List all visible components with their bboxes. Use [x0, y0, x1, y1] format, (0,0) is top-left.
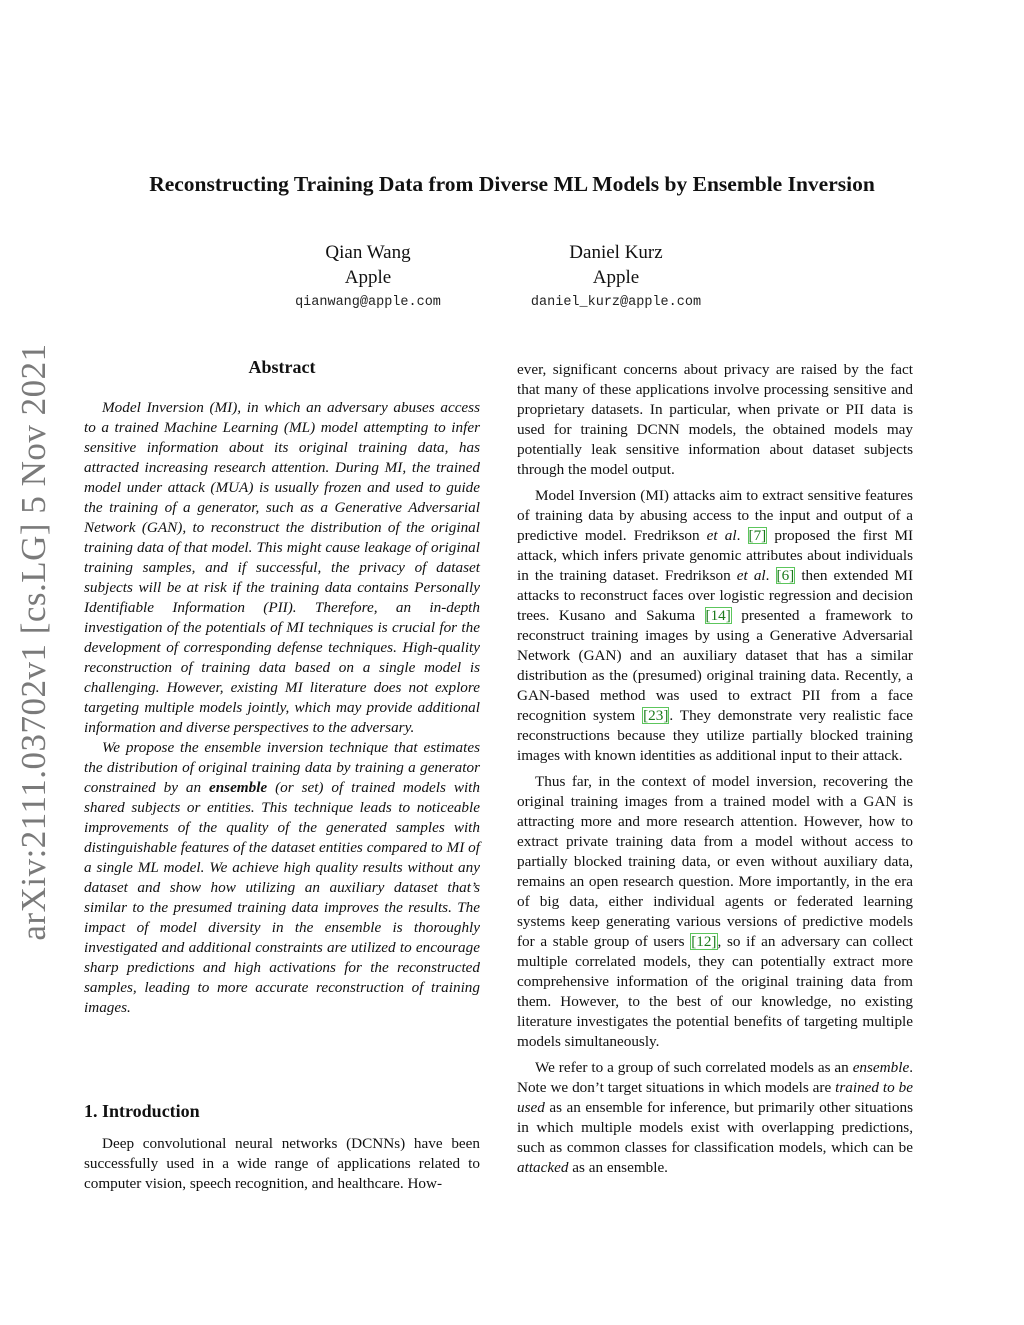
text-run: Model Inversion (MI) attacks aim to extract sensitive features of training data by abusing access to the input and output of a predictive model. Fredrikson — [517, 487, 913, 544]
et-al: et al — [706, 527, 737, 544]
intro-paragraph-1: Deep convolutional neural networks (DCNNs) have been successfully used in a wide range of applications related to computer vision, speech recognition, and healthcare. How- — [84, 1135, 480, 1192]
text-run: then extended MI attacks to reconstruct faces over logistic regression and decision trees. Kusano and Sakuma — [517, 567, 913, 624]
text-run: Thus far, in the context of model inversion, recovering the original training images from a trained model with a GAN is attracting more and more research attention. However, how to extract private training data from a model without access to partially blocked training data, or even without auxiliary data, remains an open research question. More importantly, in the era of big data, either individual agents or federated learning systems keep generating various versions of predictive models for a stable group of users — [517, 773, 913, 950]
text-run: We propose the ensemble inversion technique that estimates the distribution of original training data by training a generator constrained by an — [84, 739, 480, 796]
arxiv-identifier: arXiv:2111.03702v1 [cs.LG] 5 Nov 2021 — [14, 343, 53, 941]
emphasis: ensemble — [852, 1059, 910, 1076]
citation-link[interactable]: [7] — [748, 527, 767, 544]
paper-title: Reconstructing Training Data from Diverse ML Models by Ensemble Inversion — [149, 172, 875, 196]
right-paragraph-1: ever, significant concerns about privacy are raised by the fact that many of these applications involve processing sensitive and proprietary datasets. In particular, when private or PII data is used for training DCNN models, the obtained models may potentially leak sensitive information about dataset subjects through the model output. — [517, 361, 913, 478]
section-heading-introduction: 1. Introduction — [84, 1101, 200, 1121]
text-run: as an ensemble for inference, but primarily other situations in which multiple models exist with overlapping predictions, such as common classes for classification models, which can be — [517, 1099, 913, 1156]
emphasis: trained to be used — [517, 1079, 913, 1116]
arxiv-stamp — [4, 0, 64, 1325]
author-affiliation: Apple — [592, 267, 640, 288]
text-run: We refer to a group of such correlated models as an — [535, 1059, 853, 1076]
text-run: presented a framework to reconstruct training images by using a Generative Adversarial Network (GAN) and an auxiliary dataset that has a similar distribution as the (presumed) original training data. Recently, a GAN-based method was used to extract PII from a face recognition system — [517, 607, 913, 724]
right-paragraph-2 — [517, 486, 913, 766]
text-run: . — [736, 527, 748, 544]
text-run: , so if an adversary can collect multiple correlated models, they can potentially extract more comprehensive information of the original training data from them. However, to the best of our knowledge, no existing literature investigates the potential benefits of targeting multiple models simultaneously. — [517, 933, 914, 1050]
author-email: daniel_kurz@apple.com — [530, 295, 702, 310]
emphasis: attacked — [517, 1159, 569, 1176]
right-paragraph-3 — [517, 772, 913, 1052]
author-block-2 — [486, 240, 746, 310]
text-run: . They demonstrate very realistic face reconstructions because they utilize partially blocked training images with known identities as additional input to their attack. — [517, 707, 914, 764]
citation-link[interactable]: [12] — [691, 933, 717, 950]
right-column — [517, 360, 913, 1184]
abstract-body — [84, 398, 480, 1018]
abstract-paragraph-2 — [84, 738, 480, 1018]
author-name: Qian Wang — [325, 242, 411, 263]
abstract-heading: Abstract — [248, 357, 316, 377]
abstract-paragraph-1: Model Inversion (MI), in which an adversary abuses access to a trained Machine Learning (ML) model attempting to infer sensitive information about its original training data, has attracted increasing research attention. During MI, the trained model under attack (MUA) is usually frozen and used to guide the training of a generator, such as a Generative Adversarial Network (GAN), to reconstruct the distribution of the original training data of that model. This might cause leakage of original training samples, and if successful, the privacy of dataset subjects will be at risk if the training data contains Personally Identifiable Information (PII). Therefore, an in-depth investigation of the potentials of MI techniques is crucial for the development of corresponding defense techniques. High-quality reconstruction of training data based on a single model is challenging. However, existing MI literature does not explore targeting multiple models jointly, which may provide additional information and diverse perspectives to the adversary. — [84, 399, 480, 736]
text-run: proposed the first MI attack, which infers private genomic attributes about individuals in the training dataset. Fredrikson — [517, 527, 913, 584]
ensemble-bold: ensemble — [208, 779, 268, 796]
citation-link[interactable]: [14] — [705, 607, 731, 624]
introduction-body — [84, 1134, 480, 1194]
right-paragraph-4 — [517, 1058, 913, 1178]
author-email: qianwang@apple.com — [295, 295, 441, 310]
text-run: . — [765, 567, 776, 584]
citation-link[interactable]: [23] — [643, 707, 669, 724]
author-block-1 — [238, 240, 498, 310]
abstract-section — [84, 355, 480, 1018]
text-run: (or set) of trained models with shared subjects or entities. This technique leads to noticeable improvements of the quality of the generated samples with distinguishable features of the dataset entities compared to MI of a single ML model. We achieve high quality results without any dataset and show how utilizing an auxiliary dataset that’s similar to the presumed training data improves the results. The impact of model diversity in the ensemble is thoroughly investigated and additional constraints are utilized to encourage sharp predictions and high activations for the reconstructed samples, leading to more accurate reconstruction of training images. — [84, 779, 480, 1016]
author-name: Daniel Kurz — [569, 242, 663, 263]
text-run: as an ensemble. — [568, 1159, 668, 1176]
author-affiliation: Apple — [344, 267, 392, 288]
citation-link[interactable]: [6] — [776, 567, 795, 584]
text-run: . Note we don’t target situations in which models are — [517, 1059, 913, 1096]
et-al: et al — [736, 567, 766, 584]
